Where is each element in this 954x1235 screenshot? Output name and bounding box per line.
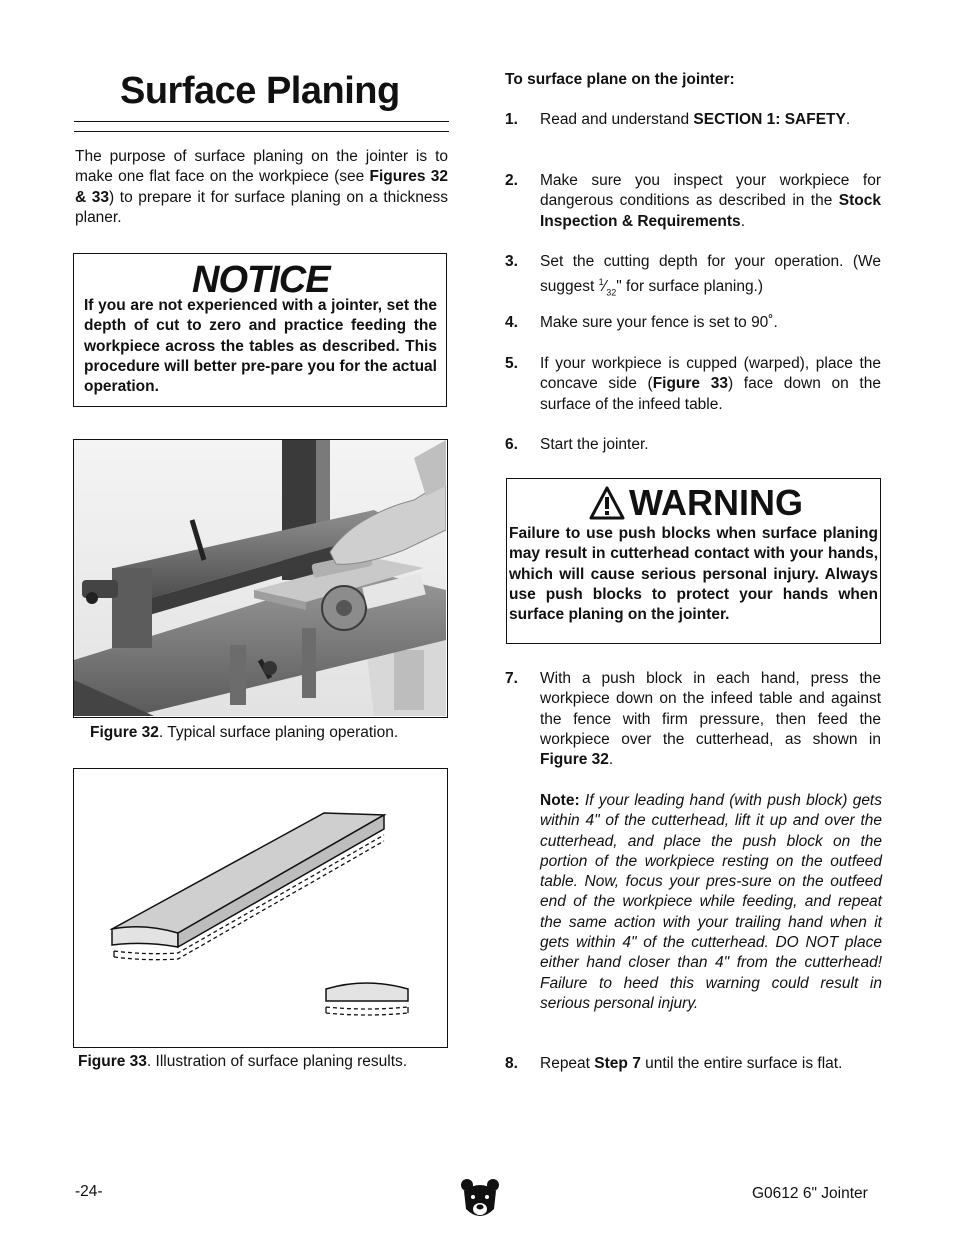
step-1-bold: SECTION 1: SAFETY (693, 111, 846, 128)
step-text (540, 110, 881, 130)
figure-32-photo (73, 439, 448, 718)
warning-box (506, 478, 881, 644)
figure-32-label: Figure 32 (90, 724, 159, 741)
note-text: If your leading hand (with push block) gets within 4" of the cutterhead, lift it up and over the cutterhead, and place the push block on the portion of the workpiece resting on the outfeed table. Now, focus your pres-sure on the outfeed end of the workpiece while feeding, and repeat the same action with your trailing hand when it gets within 4" of the cutterhead. DO NOT place either hand closer than 4" from the cutterhead! Failure to heed this warning could result in serious personal injury. (540, 792, 882, 1012)
intro-paragraph (75, 147, 448, 228)
step-number: 7. (505, 670, 518, 687)
planing-results-drawing (74, 769, 446, 1046)
fraction-denominator: 32 (606, 287, 617, 298)
step-number: 3. (505, 253, 518, 270)
step-7-bold: Figure 32 (540, 751, 609, 769)
step-2-bold: Stock Inspection & Requirements (540, 192, 881, 230)
step-2-end: . (740, 212, 745, 230)
page-number: -24- (75, 1183, 103, 1200)
step-6 (505, 435, 881, 455)
step-3-end: " for surface planing.) (616, 278, 764, 296)
warning-title: WARNING (629, 482, 803, 523)
step-2-text: Make sure you inspect your workpiece for dangerous conditions as described in the (540, 172, 881, 210)
figure-33-caption-text: . Illustration of surface planing results. (146, 1053, 408, 1070)
step-3 (505, 252, 881, 303)
step-8 (505, 1054, 881, 1074)
step-text (540, 354, 881, 415)
step-4 (505, 313, 881, 333)
figure-32-caption-text: . Typical surface planing operation. (158, 724, 399, 741)
step-number: 1. (505, 111, 518, 128)
step-5 (505, 354, 881, 415)
step-4-text: Make sure your fence is set to 90˚. (540, 314, 778, 331)
intro-text: The purpose of surface planing on the jointer is to make one flat face on the workpiece (see (75, 148, 448, 186)
warning-triangle-icon (589, 486, 625, 520)
step-1 (505, 110, 881, 130)
step-1-text: Read and understand (540, 111, 694, 128)
step-number: 2. (505, 172, 518, 189)
step-number: 8. (505, 1055, 518, 1072)
step-1-end: . (845, 111, 851, 128)
intro-text-end: ) to prepare it for surface planing on a thickness planer. (75, 188, 448, 226)
step-6-text: Start the jointer. (540, 436, 649, 453)
step-text (540, 171, 881, 232)
intro-figure-ref: Figures 32 & 33 (75, 168, 448, 206)
step-3-text: Set the cutting depth for your operation. (We suggest (540, 253, 881, 296)
notice-body: If you are not experienced with a jointer, set the depth of cut to zero and practice feeding the workpiece across the tables as described. This procedure will better pre-pare you for the actual operation. (84, 297, 437, 396)
note-paragraph (540, 791, 882, 1014)
figure-33-caption (78, 1052, 407, 1072)
step-7-end: . (608, 751, 614, 769)
step-5-end: ) face down on the surface of the infeed table. (540, 375, 881, 413)
footer-model: G0612 6" Jointer (752, 1185, 868, 1202)
figure-33-label: Figure 33 (78, 1053, 147, 1070)
warning-body: Failure to use push blocks when surface planing may result in cutterhead contact with your hands, which will cause serious personal injury. Always use push blocks to protect your hands when surface planing on the jointer. (509, 525, 878, 624)
title-rule (74, 131, 449, 132)
step-5-text: If your workpiece is cupped (warped), place the concave side ( (540, 355, 881, 393)
step-8-end: until the entire surface is flat. (640, 1055, 843, 1072)
warning-header (589, 481, 803, 525)
step-number: 6. (505, 436, 518, 453)
figure-32-caption (90, 723, 398, 743)
step-5-bold: Figure 33 (652, 375, 728, 393)
step-number: 5. (505, 355, 518, 372)
step-8-bold: Step 7 (594, 1055, 641, 1072)
procedure-heading: To surface plane on the jointer: (505, 71, 735, 88)
step-7 (505, 669, 881, 770)
notice-box (73, 253, 447, 407)
step-text: Set the cutting depth for your operation. (We suggest $^1⁄_{32}$" for surface planing.) (540, 253, 881, 298)
page-title: Surface Planing (120, 70, 400, 112)
notice-title: NOTICE (192, 259, 330, 301)
figure-33-illustration (73, 768, 448, 1048)
step-8-text: Repeat (540, 1055, 595, 1072)
jointer-photo-illustration (74, 440, 446, 716)
step-text (540, 1054, 881, 1074)
title-rule-thin (74, 121, 449, 122)
note-label: Note: (540, 792, 580, 809)
step-7-text: With a push block in each hand, press the workpiece down on the infeed table and against the fence with firm pressure, then feed the workpiece over the cutterhead, as shown in (540, 670, 881, 748)
step-text (540, 669, 881, 770)
bear-head-logo-icon (460, 1177, 500, 1223)
fraction-numerator: 1 (598, 277, 604, 288)
step-2 (505, 171, 881, 232)
step-number: 4. (505, 314, 518, 331)
